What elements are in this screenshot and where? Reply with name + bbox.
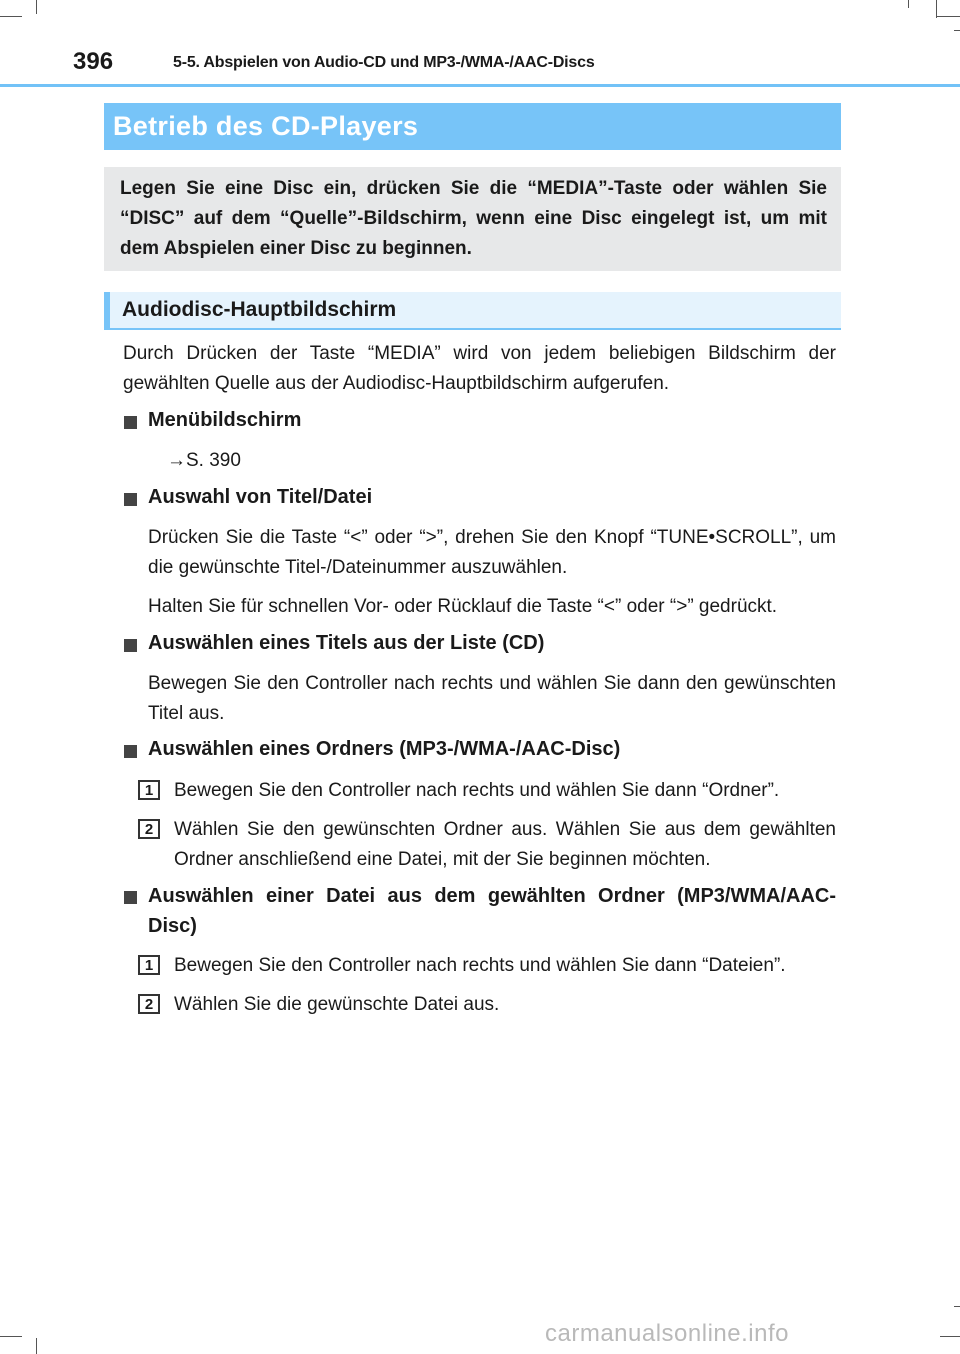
step-text: Wählen Sie den gewünschten Ordner aus. Wählen Sie aus dem gewählten Ordner anschließend eine Datei, mit der Sie beginnen möchten. [174,819,836,870]
crop-mark [954,1306,960,1307]
section-title: Betrieb des CD-Players [113,111,419,141]
crop-mark [0,16,22,17]
square-bullet-icon [124,416,137,429]
crop-mark [936,0,937,18]
crop-mark [954,30,960,31]
page-header [0,40,960,90]
page-reference-link[interactable]: →S. 390 [167,450,241,471]
page-number: 396 [73,48,114,75]
item-paragraph: Drücken Sie die Taste “<” oder “>”, drehen Sie den Knopf “TUNE•SCROLL”, um die gewünschte Titel-/Dateinummer auszuwählen. [148,527,836,578]
crop-mark [940,1336,960,1337]
crop-mark [908,0,909,8]
step-number-badge: 2 [138,819,160,839]
step-text: Wählen Sie die gewünschte Datei aus. [174,994,500,1015]
chapter-title: 5-5. Abspielen von Audio-CD und MP3-/WMA-/AAC-Discs [173,54,595,71]
step-text: Bewegen Sie den Controller nach rechts und wählen Sie dann “Ordner”. [174,780,780,801]
subsection-header [104,292,841,330]
header-rule [0,84,960,87]
step-text: Bewegen Sie den Controller nach rechts und wählen Sie dann “Dateien”. [174,955,786,976]
square-bullet-icon [124,891,137,904]
subsection-intro: Durch Drücken der Taste “MEDIA” wird von jedem beliebigen Bildschirm der gewählten Quelle aus der Audiodisc-Hauptbildschirm aufgerufen. [123,343,836,394]
watermark: carmanualsonline.info [545,1320,789,1347]
item-paragraph: Halten Sie für schnellen Vor- oder Rücklauf die Taste “<” oder “>” gedrückt. [148,596,778,617]
step-number-badge: 1 [138,955,160,975]
crop-mark [936,16,960,17]
crop-mark [0,1336,22,1337]
crop-mark [36,0,37,14]
step-number-badge: 2 [138,994,160,1014]
section-banner [104,103,841,150]
step-number-badge: 1 [138,780,160,800]
intro-text: Legen Sie eine Disc ein, drücken Sie die “MEDIA”-Taste oder wählen Sie “DISC” auf dem “Quelle”-Bildschirm, wenn eine Disc eingelegt ist, um mit dem Abspielen einer Disc zu beginnen. [120,178,827,259]
square-bullet-icon [124,745,137,758]
subsection-title: Audiodisc-Hauptbildschirm [122,298,397,321]
square-bullet-icon [124,493,137,506]
square-bullet-icon [124,639,137,652]
intro-box [104,167,841,271]
item-paragraph: Bewegen Sie den Controller nach rechts und wählen Sie dann den gewünschten Titel aus. [148,673,836,724]
subsection-accent-bar [104,292,110,328]
crop-mark [36,1338,37,1354]
